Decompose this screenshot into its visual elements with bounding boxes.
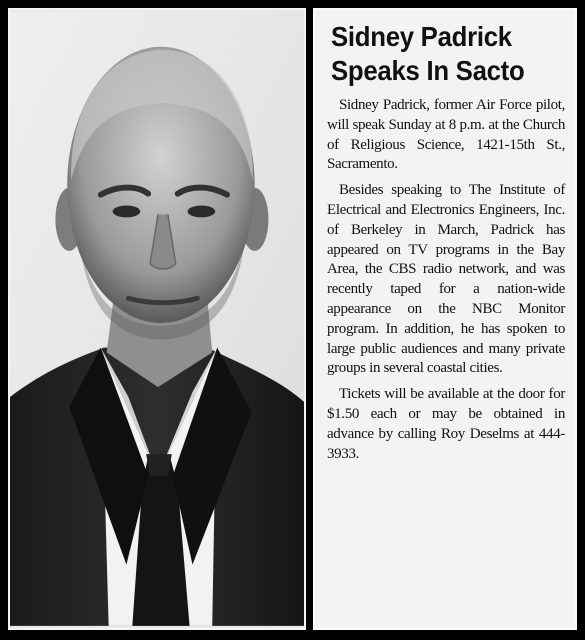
portrait-illustration xyxy=(10,10,304,628)
article-body xyxy=(327,96,565,464)
left-eye xyxy=(113,206,141,218)
portrait-photo xyxy=(8,8,306,630)
headline xyxy=(331,20,546,88)
headline-line-2: Speaks In Sacto xyxy=(331,55,525,86)
headline-line-1: Sidney Padrick xyxy=(331,21,512,52)
news-clipping xyxy=(313,8,577,630)
paragraph-1: Sidney Padrick, former Air Force pilot, will speak Sunday at 8 p.m. at the Church of Religious Science, 1421-15th St., Sacramento. xyxy=(327,97,565,173)
paragraph-2: Besides speaking to The Institute of Electrical and Electronics Engineers, Inc. of Berkeley in March, Padrick has appeared on TV programs in the Bay Area, the CBS radio network, and was recently taped for a nation-wide appearance on the NBC Monitor program. In addition, he has spoken to large public audiences and many private groups in several coastal cities. xyxy=(327,182,565,377)
paragraph-3: Tickets will be available at the door for $1.50 each or may be obtained in advance by calling Roy Deselms at 444-3933. xyxy=(327,386,565,462)
right-eye xyxy=(188,206,216,218)
